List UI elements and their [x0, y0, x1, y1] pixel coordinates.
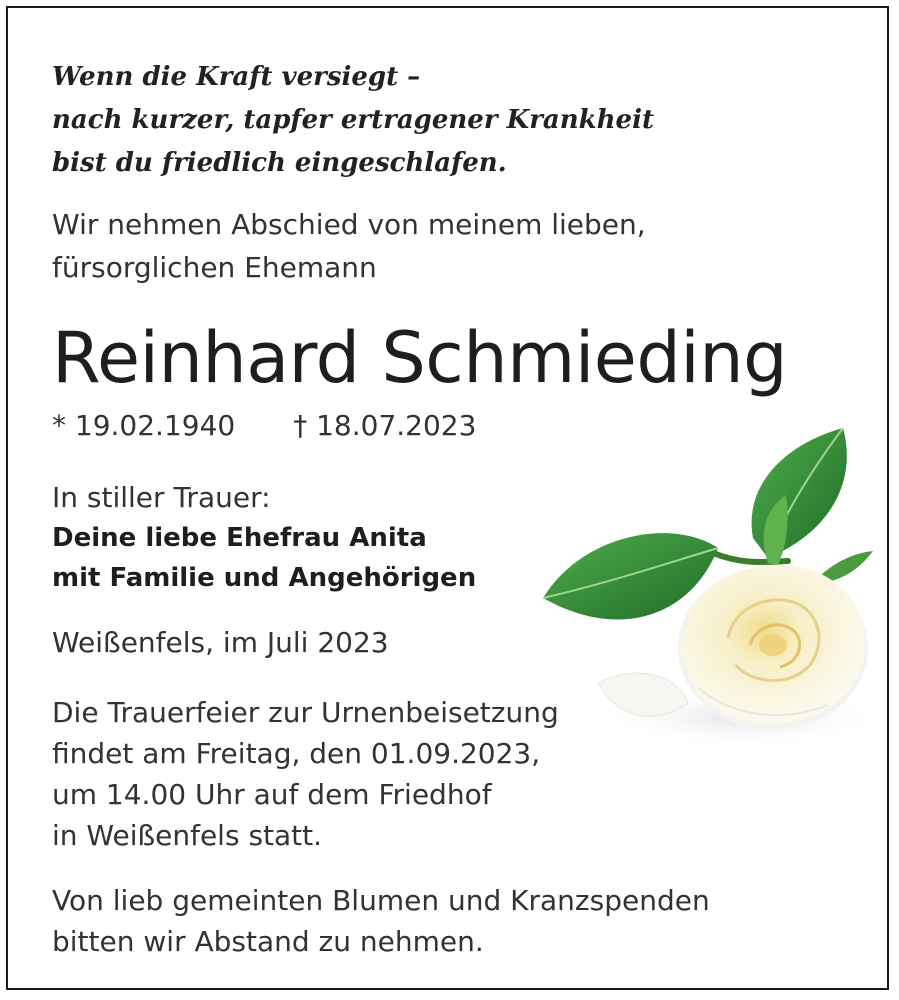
death-date: † 18.07.2023	[293, 409, 477, 442]
obituary-notice	[6, 6, 889, 990]
life-dates	[52, 406, 476, 446]
mourners-block	[52, 478, 476, 598]
flowers-line: bitten wir Abstand zu nehmen.	[52, 925, 484, 958]
flowers-line: Von lieb gemeinten Blumen und Kranzspenden	[52, 884, 710, 917]
mourner-line: Deine liebe Ehefrau Anita	[52, 523, 427, 553]
motto-text	[52, 56, 654, 185]
mourners-intro: In stiller Trauer:	[52, 481, 271, 514]
ceremony-line: in Weißenfels statt.	[52, 819, 323, 852]
motto-line: nach kurzer, tapfer ertragener Krankheit	[52, 105, 654, 135]
ceremony-line: Die Trauerfeier zur Urnenbeisetzung	[52, 696, 559, 729]
intro-line: fürsorglichen Ehemann	[52, 251, 377, 284]
intro-text	[52, 203, 646, 289]
ceremony-line: um 14.00 Uhr auf dem Friedhof	[52, 778, 492, 811]
birth-date: * 19.02.1940	[52, 409, 236, 442]
deceased-name: Reinhard Schmieding	[52, 317, 788, 399]
motto-line: bist du friedlich eingeschlafen.	[52, 148, 507, 178]
bloom-core	[759, 634, 787, 656]
motto-line: Wenn die Kraft versiegt –	[52, 62, 421, 92]
ceremony-line: findet am Freitag, den 01.09.2023,	[52, 737, 541, 770]
ceremony-info	[52, 692, 559, 856]
flowers-note	[52, 880, 710, 962]
mourner-line: mit Familie und Angehörigen	[52, 563, 477, 593]
place-date: Weißenfels, im Juli 2023	[52, 626, 389, 659]
intro-line: Wir nehmen Abschied von meinem lieben,	[52, 208, 646, 241]
white-rose-icon	[528, 413, 888, 758]
